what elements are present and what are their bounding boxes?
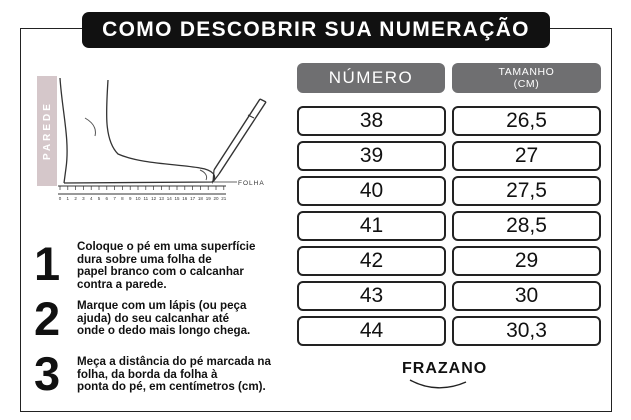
- ruler-number: 8: [121, 196, 124, 201]
- step-line: contra a parede.: [77, 277, 167, 291]
- ruler-number: 2: [74, 196, 77, 201]
- brand-logo-text: FRAZANO: [402, 360, 488, 377]
- page-title: COMO DESCOBRIR SUA NUMERAÇÃO: [82, 12, 550, 48]
- step-1-number: 1: [34, 237, 61, 290]
- pencil-icon: [213, 99, 266, 182]
- ruler-number: 6: [105, 196, 109, 201]
- toe-line: [200, 170, 207, 180]
- header-number: NÚMERO: [297, 63, 445, 93]
- header-size-line1: TAMANHO: [498, 66, 555, 78]
- leg-back-outline: [60, 78, 67, 183]
- ruler-number: 5: [97, 196, 101, 201]
- ruler-number: 14: [166, 196, 172, 201]
- step-3-number: 3: [34, 347, 61, 400]
- step-line: ponta do pé, em centímetros (cm).: [77, 380, 266, 393]
- ruler-number: 9: [128, 196, 132, 201]
- step-line: Coloque o pé em uma superfície: [77, 240, 256, 253]
- size-number-cell: 39: [297, 141, 446, 171]
- foot-outline: [64, 80, 215, 183]
- ruler: [58, 186, 227, 201]
- step-2-text: [77, 300, 250, 338]
- size-cm-cell: 28,5: [452, 211, 601, 241]
- step-3-text: [77, 356, 271, 394]
- ruler-number: 18: [197, 196, 203, 201]
- header-size: [452, 63, 601, 93]
- step-line: Marque com um lápis (ou peça: [77, 299, 247, 312]
- size-number-cell: 43: [297, 281, 446, 311]
- step-1-text: [77, 241, 255, 291]
- ruler-number: 17: [190, 196, 196, 201]
- ruler-number: 0: [58, 196, 62, 201]
- size-number-cell: 41: [297, 211, 446, 241]
- step-line: dura sobre uma folha de: [77, 252, 212, 266]
- ruler-number: 1: [66, 196, 70, 201]
- ruler-number: 15: [174, 196, 180, 201]
- size-cm-cell: 27: [452, 141, 601, 171]
- ankle-line: [85, 118, 95, 136]
- size-cm-cell: 30,3: [452, 316, 601, 346]
- step-line: ajuda) do seu calcanhar até: [77, 311, 230, 325]
- step-line: papel branco com o calcanhar: [77, 265, 244, 278]
- ruler-number: 19: [205, 196, 211, 201]
- step-2-number: 2: [34, 292, 61, 345]
- size-cm-cell: 26,5: [452, 106, 601, 136]
- ruler-number: 12: [151, 196, 157, 201]
- size-cm-cell: 30: [452, 281, 601, 311]
- ruler-number: 4: [89, 196, 93, 201]
- ruler-number: 3: [82, 196, 85, 201]
- header-size-line2: (CM): [513, 78, 540, 90]
- step-line: Meça a distância do pé marcada na: [77, 355, 271, 368]
- ruler-number: 21: [221, 196, 227, 201]
- wall-label: PAREDE: [42, 101, 53, 160]
- ruler-number: 11: [143, 196, 149, 201]
- ruler-number: 20: [213, 196, 219, 201]
- ruler-number: 7: [113, 196, 116, 201]
- brand-logo: [402, 360, 487, 378]
- sheet-label: FOLHA: [238, 180, 265, 187]
- size-number-cell: 44: [297, 316, 446, 346]
- size-number-cell: 40: [297, 176, 446, 206]
- size-cm-cell: 27,5: [452, 176, 601, 206]
- logo-swoosh: [408, 378, 468, 392]
- step-line: folha, da borda da folha à: [77, 367, 218, 381]
- size-number-cell: 42: [297, 246, 446, 276]
- ruler-number: 10: [135, 196, 141, 201]
- ruler-number: 16: [182, 196, 188, 201]
- step-line: onde o dedo mais longo chega.: [77, 324, 251, 337]
- size-cm-cell: 29: [452, 246, 601, 276]
- size-number-cell: 38: [297, 106, 446, 136]
- ruler-number: 13: [158, 196, 164, 201]
